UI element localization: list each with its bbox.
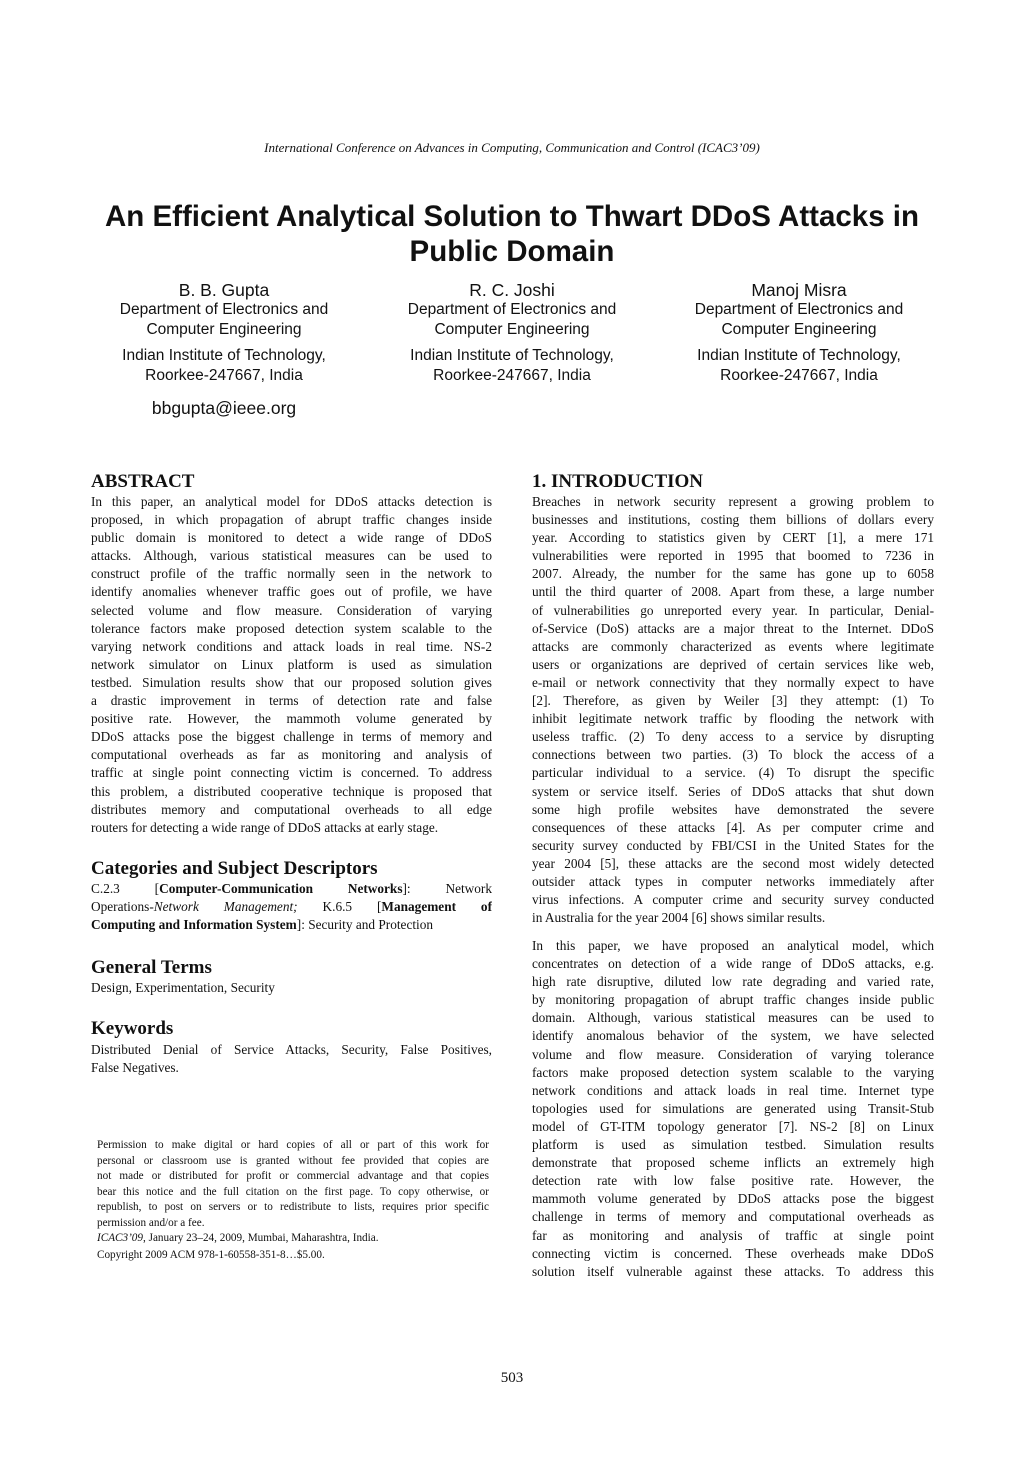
author-name: B. B. Gupta	[178, 280, 270, 300]
text-line: topologies used for simulations are generated using Transit-Stub	[532, 1100, 934, 1116]
author-dept: Department of Electronics and	[119, 301, 329, 318]
author-institution: Indian Institute of Technology,	[697, 347, 901, 364]
text-line: in Australia for the year 2004 [6] shows similar results.	[532, 910, 826, 926]
running-header: International Conference on Advances in Computing, Communication and Control (ICAC3’09)	[264, 140, 760, 155]
category-name: Networks	[347, 881, 403, 896]
keywords-body	[91, 1041, 492, 1077]
category-text: Operations-	[91, 899, 154, 915]
category-subject: Network Management;	[153, 899, 298, 915]
text-line: a drastic improvement in terms of detection rate and false	[91, 693, 492, 709]
text-line: routers for detecting a wide range of DDoS attacks at early stage.	[91, 819, 439, 835]
text-line: year 2004 [5], these attacks are the second most widely detected	[532, 855, 934, 871]
text-line: volume and flow measure. Consideration of varying tolerance	[532, 1046, 934, 1062]
text-line: not made or distributed for profit or commercial advantage and that copies	[97, 1170, 489, 1182]
text-line: identify anomalies whenever traffic goes out of profile, we have	[91, 584, 492, 600]
categories-heading: Categories and Subject Descriptors	[91, 858, 378, 879]
text-line: In this paper, we have proposed an analytical model, which	[532, 938, 934, 953]
text-line: proposed, in which propagation of abrupt traffic changes inside	[91, 512, 492, 528]
venue-details: , January 23–24, 2009, Mumbai, Maharashtra, India.	[143, 1232, 379, 1244]
text-line: users or organizations are deprived of certain services like web,	[532, 656, 934, 672]
text-line: connections between two parties. (3) To block the access of a	[532, 747, 934, 763]
keywords-heading: Keywords	[91, 1018, 174, 1039]
text-line: personal or classroom use is granted without fee provided that copies are	[97, 1154, 489, 1167]
paper-title	[40, 199, 984, 269]
author-institution: Roorkee-247667, India	[433, 366, 591, 384]
text-line: concentrates on detection of a wide range of DDoS attacks, e.g.	[532, 956, 934, 972]
text-line: factors make proposed detection system scalable to the varying	[532, 1064, 934, 1080]
text-line: network conditions and attack loads in real time. Internet type	[532, 1082, 934, 1098]
text-line: mammoth volume generated by DDoS attacks pose the biggest	[532, 1191, 934, 1207]
text-line: bear this notice and the full citation on the first page. To copy otherwise, or	[97, 1185, 489, 1198]
copyright-line: Copyright 2009 ACM 978-1-60558-351-8…$5.00.	[97, 1248, 325, 1261]
text-line: connecting victim is concerned. These overheads make DDoS	[532, 1245, 934, 1261]
general-terms-heading: General Terms	[91, 957, 212, 978]
text-line: challenge in terms of memory and computational overheads as	[532, 1209, 934, 1225]
author-institution: Indian Institute of Technology,	[122, 347, 326, 364]
author-name: R. C. Joshi	[469, 280, 555, 300]
text-line: permission and/or a fee.	[97, 1216, 205, 1229]
text-line: useless traffic. (2) To deny access to a service by disrupting	[532, 729, 934, 745]
category-code: C.2.3	[91, 881, 120, 896]
author-dept: Computer Engineering	[721, 320, 877, 338]
introduction-heading: 1. INTRODUCTION	[532, 471, 704, 492]
permission-text	[97, 1138, 489, 1231]
author-institution: Indian Institute of Technology,	[410, 347, 614, 364]
text-line: some high profile websites have demonstrated the severe	[532, 801, 934, 817]
text-line: traffic at single point connecting victim is concerned. To address	[91, 765, 492, 781]
text-line: In this paper, an analytical model for DDoS attacks detection is	[91, 494, 492, 509]
text-line: businesses and institutions, costing them billions of dollars every	[532, 512, 934, 528]
text-line: domain. Although, various statistical measures can be used to	[532, 1010, 934, 1026]
text-line: attacks. Although, various statistical measures can be used to	[91, 548, 492, 564]
category-name: Computing and Information System	[91, 917, 297, 933]
text-line: consequences of these attacks [4]. As per computer crime and	[532, 819, 934, 835]
page-number: 503	[500, 1370, 524, 1386]
text-line: positive rate. However, the mammoth volume generated by	[91, 711, 492, 727]
bracket: [	[154, 881, 160, 896]
text-line: far as monitoring and analysis of traffic at single point	[532, 1227, 934, 1243]
text-line: demonstrate that proposed scheme inflicts an extremely high	[532, 1155, 934, 1171]
author-institution: Roorkee-247667, India	[145, 366, 303, 384]
text-line: virus infections. A computer crime and security survey conducted	[532, 892, 934, 908]
categories-body	[91, 880, 492, 934]
text-line: republish, to post on servers or to redistribute to lists, requires prior specific	[97, 1201, 489, 1213]
text-line: detection rate with low false positive rate. However, the	[532, 1173, 934, 1189]
text-line: network simulator on Linux platform is used as simulation	[91, 656, 492, 672]
text-line: year. According to statistics given by CERT [1], a mere 171	[532, 530, 934, 546]
text-line: by monitoring propagation of abrupt traffic changes inside public	[532, 992, 934, 1008]
venue-line	[97, 1231, 489, 1247]
introduction-paragraph-2	[532, 937, 934, 1281]
category-text: ]: Security and Protection	[296, 917, 434, 933]
author-dept: Department of Electronics and	[407, 301, 617, 318]
introduction-paragraph-1	[532, 493, 934, 927]
text-line: selected volume and flow measure. Consideration of varying	[91, 602, 492, 618]
text-line: computational overheads as far as monitoring and analysis of	[91, 747, 492, 763]
author-name: Manoj Misra	[751, 280, 847, 300]
text-line: this problem, a distributed cooperative technique is proposed that	[91, 783, 492, 799]
text-line: attacks are commonly characterized as events where legitimate	[532, 638, 934, 654]
text-line: of-Service (DoS) attacks are a major threat to the Internet. DDoS	[532, 620, 934, 636]
text-line: solution itself vulnerable against these attacks. To address this	[532, 1263, 934, 1279]
text-line: public domain is monitored to detect a wide range of DDoS	[91, 530, 492, 546]
text-line: construct profile of the traffic normally seen in the network to	[91, 566, 492, 582]
category-code: K.6.5 [	[322, 899, 382, 915]
categories-line	[91, 880, 492, 898]
author-dept: Computer Engineering	[146, 320, 302, 338]
title-line: Public Domain	[409, 235, 615, 268]
title-line: An Efficient Analytical Solution to Thwart DDoS Attacks in	[104, 200, 920, 233]
author-block	[649, 280, 949, 385]
text-line: 2007. Already, the number for the same has gone up to 6058	[532, 566, 934, 582]
text-line: platform is used as simulation testbed. Simulation results	[532, 1137, 934, 1153]
text-line: testbed. Simulation results show that our proposed solution gives	[91, 674, 492, 690]
text-line: outsider attack types in computer networks immediately after	[532, 873, 934, 889]
text-line: Permission to make digital or hard copies of all or part of this work for	[97, 1139, 489, 1151]
general-terms-body: Design, Experimentation, Security	[91, 980, 275, 995]
category-name: Computer-Communication	[159, 881, 313, 896]
text-line: False Negatives.	[91, 1060, 179, 1076]
venue-name: ICAC3’09	[97, 1232, 143, 1244]
abstract-heading: ABSTRACT	[91, 471, 195, 492]
text-line: high rate disruptive, diluted low rate degrading and varied rate,	[532, 974, 934, 990]
author-block	[74, 280, 374, 419]
categories-line	[91, 916, 492, 934]
text-line: of vulnerabilities go unreported every year. In particular, Denial-	[532, 602, 934, 618]
author-block	[362, 280, 662, 385]
text-line: inhibit legitimate network traffic by flooding the network with	[532, 711, 934, 727]
text-line: Breaches in network security represent a growing problem to	[532, 494, 934, 509]
category-name: Management of	[381, 899, 492, 915]
text-line: model of GT-ITM topology generator [7]. NS-2 [8] on Linux	[532, 1118, 934, 1134]
text-line: identify anomalous behavior of the system, we have selected	[532, 1028, 934, 1044]
text-line: [2]. Therefore, as given by Weiler [3] they attempt: (1) To	[532, 693, 934, 709]
text-line: security survey conducted by FBI/CSI in the United States for the	[532, 837, 934, 853]
abstract-body	[91, 493, 492, 837]
text-line: system or service itself. Series of DDoS attacks that shut down	[532, 783, 934, 799]
text-line: particular individual to a service. (4) To disrupt the specific	[532, 765, 934, 781]
text-line: distributes memory and computational overheads to all edge	[91, 801, 492, 817]
text-line: tolerance factors make proposed detection system scalable to the	[91, 620, 492, 636]
text-line: vulnerabilities were reported in 1995 that boomed to 7236 in	[532, 548, 934, 564]
text-line: until the third quarter of 2008. Apart from these, a large number	[532, 584, 934, 600]
text-line: e-mail or network connectivity that they normally expect to have	[532, 674, 934, 690]
text-line: varying network conditions and attack loads in real time. NS-2	[91, 638, 492, 654]
author-dept: Department of Electronics and	[694, 301, 904, 318]
permission-notice	[97, 1138, 489, 1263]
text-line: Distributed Denial of Service Attacks, Security, False Positives,	[91, 1042, 492, 1057]
bracket: ]:	[402, 881, 411, 896]
text-line: DDoS attacks pose the biggest challenge in terms of memory and	[91, 729, 492, 745]
author-email[interactable]: bbgupta@ieee.org	[151, 398, 297, 418]
author-institution: Roorkee-247667, India	[720, 366, 878, 384]
categories-line	[91, 898, 492, 916]
author-dept: Computer Engineering	[434, 320, 590, 338]
category-text: Network	[445, 881, 492, 896]
